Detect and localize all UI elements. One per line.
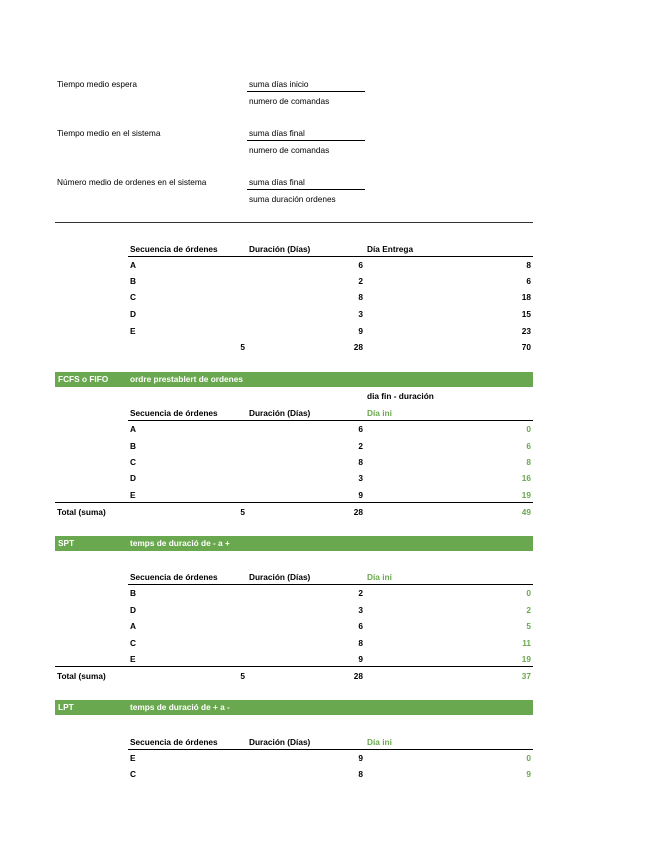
formula-label: Tiempo medio en el sistema [57, 128, 161, 138]
total-label: Total (suma) [57, 507, 106, 517]
row-seq: A [130, 260, 136, 270]
header-duration: Duración (Días) [249, 408, 311, 418]
total-dur: 28 [353, 342, 363, 352]
formula-denominator: suma duración ordenes [249, 194, 336, 204]
header-sequence: Secuencia de órdenes [130, 408, 218, 418]
formula-label: Tiempo medio espera [57, 79, 137, 89]
header-delivery: Día Entrega [367, 244, 414, 254]
header-sequence: Secuencia de órdenes [130, 244, 218, 254]
row-val: 0 [526, 588, 531, 598]
row-val: 16 [521, 473, 531, 483]
row-val: 19 [521, 654, 531, 664]
formula-denominator: numero de comandas [249, 145, 330, 155]
total-label: Total (suma) [57, 671, 106, 681]
section-subtitle: temps de duració de - a + [130, 538, 230, 548]
row-seq: A [130, 621, 136, 631]
row-val: 0 [526, 424, 531, 434]
row-dur: 9 [358, 490, 363, 500]
header-sequence: Secuencia de órdenes [130, 572, 218, 582]
row-val: 23 [521, 326, 531, 336]
section-subtitle: ordre prestablert de ordenes [130, 374, 243, 384]
row-seq: D [130, 473, 136, 483]
formula-numerator: suma días final [249, 128, 305, 138]
total-val: 49 [521, 507, 531, 517]
header-underline [128, 749, 533, 750]
row-val: 8 [526, 457, 531, 467]
row-val: 19 [521, 490, 531, 500]
row-seq: B [130, 588, 136, 598]
row-dur: 2 [358, 441, 363, 451]
row-dur: 8 [358, 457, 363, 467]
section-band-fcfs [55, 372, 533, 387]
row-dur: 6 [358, 260, 363, 270]
header-underline [128, 420, 533, 421]
header-duration: Duración (Días) [249, 244, 311, 254]
row-seq: A [130, 424, 136, 434]
header-start-day: Día ini [367, 737, 392, 747]
row-val: 9 [526, 769, 531, 779]
row-val: 15 [521, 309, 531, 319]
section-band-lpt [55, 700, 533, 715]
total-count: 5 [240, 507, 245, 517]
row-seq: E [130, 753, 136, 763]
row-seq: E [130, 490, 136, 500]
total-count: 5 [240, 342, 245, 352]
row-dur: 3 [358, 605, 363, 615]
section-title: SPT [58, 538, 75, 548]
row-seq: D [130, 309, 136, 319]
formula-denominator: numero de comandas [249, 96, 330, 106]
total-val: 70 [521, 342, 531, 352]
formula-label: Número medio de ordenes en el sistema [57, 177, 207, 187]
header-underline [128, 584, 533, 585]
row-seq: C [130, 292, 136, 302]
section-subtitle: temps de duració de + a - [130, 702, 230, 712]
fraction-bar [247, 140, 365, 141]
row-seq: E [130, 326, 136, 336]
row-dur: 8 [358, 769, 363, 779]
section-band-spt [55, 536, 533, 551]
header-duration: Duración (Días) [249, 572, 311, 582]
total-divider [55, 666, 533, 667]
row-seq: C [130, 638, 136, 648]
total-val: 37 [521, 671, 531, 681]
header-start-day: Día ini [367, 572, 392, 582]
row-seq: C [130, 769, 136, 779]
row-val: 6 [526, 441, 531, 451]
row-val: 0 [526, 753, 531, 763]
formula-note: dia fin - duración [367, 391, 434, 401]
row-dur: 2 [358, 276, 363, 286]
row-seq: E [130, 654, 136, 664]
header-sequence: Secuencia de órdenes [130, 737, 218, 747]
section-divider [55, 222, 533, 223]
row-dur: 8 [358, 638, 363, 648]
row-val: 11 [522, 638, 531, 648]
row-dur: 6 [358, 424, 363, 434]
fraction-bar [247, 91, 365, 92]
row-dur: 6 [358, 621, 363, 631]
total-count: 5 [240, 671, 245, 681]
formula-numerator: suma días final [249, 177, 305, 187]
fraction-bar [247, 189, 365, 190]
section-title: FCFS o FIFO [58, 374, 109, 384]
row-dur: 8 [358, 292, 363, 302]
row-seq: D [130, 605, 136, 615]
row-val: 18 [521, 292, 531, 302]
total-dur: 28 [353, 671, 363, 681]
section-title: LPT [58, 702, 74, 712]
row-val: 2 [526, 605, 531, 615]
header-start-day: Día ini [367, 408, 392, 418]
row-dur: 3 [358, 309, 363, 319]
formula-numerator: suma días inicio [249, 79, 309, 89]
total-divider [55, 502, 533, 503]
row-seq: B [130, 276, 136, 286]
row-val: 5 [526, 621, 531, 631]
row-dur: 2 [358, 588, 363, 598]
row-dur: 3 [358, 473, 363, 483]
header-duration: Duración (Días) [249, 737, 311, 747]
total-dur: 28 [353, 507, 363, 517]
row-val: 6 [526, 276, 531, 286]
row-dur: 9 [358, 654, 363, 664]
row-dur: 9 [358, 326, 363, 336]
header-underline [128, 256, 533, 257]
row-val: 8 [526, 260, 531, 270]
row-dur: 9 [358, 753, 363, 763]
row-seq: B [130, 441, 136, 451]
row-seq: C [130, 457, 136, 467]
